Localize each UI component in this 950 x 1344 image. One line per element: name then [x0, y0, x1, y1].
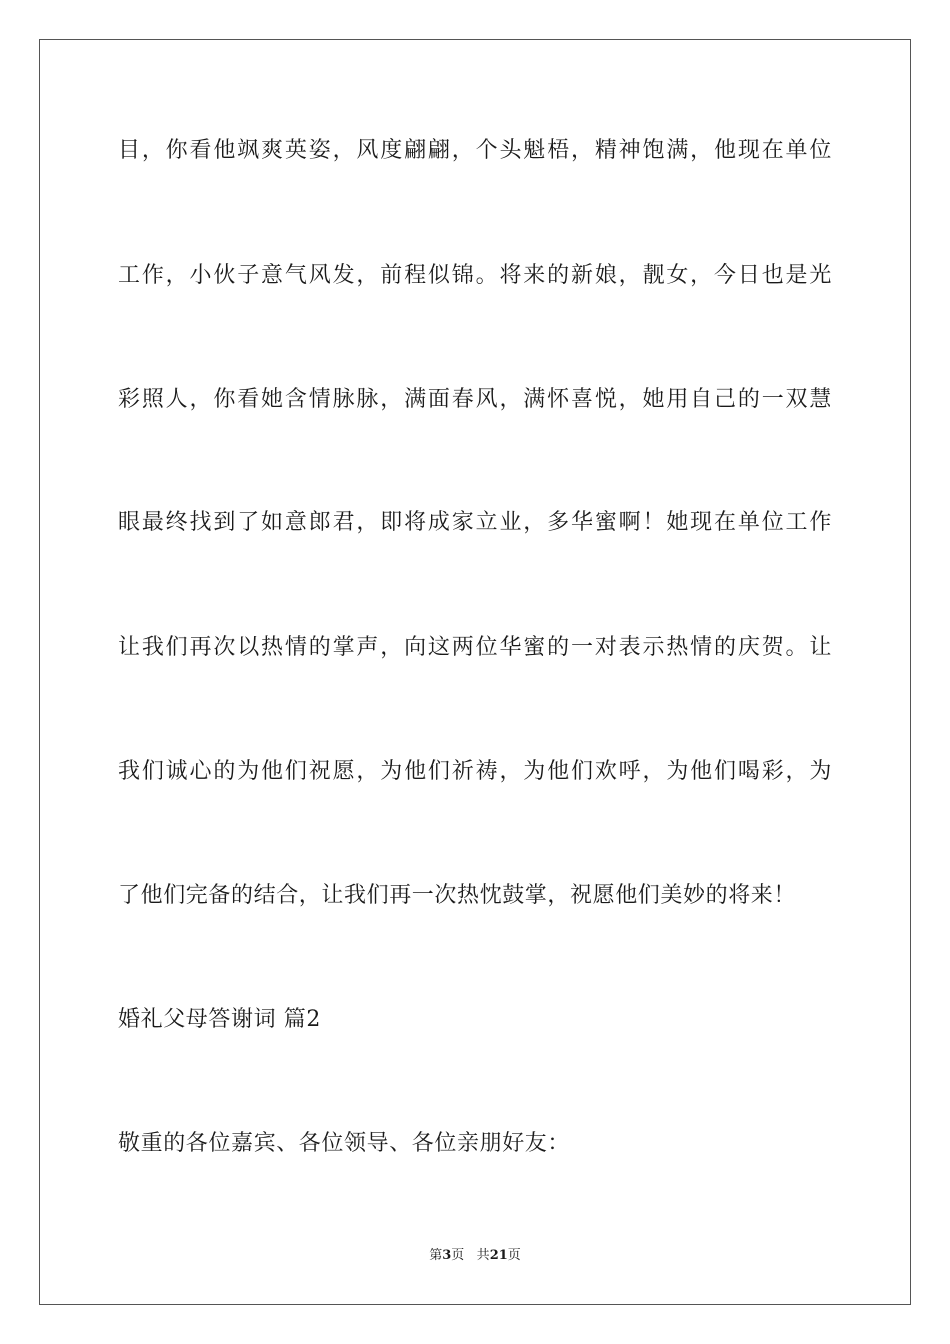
greeting-line: 敬重的各位嘉宾、各位领导、各位亲朋好友：: [118, 1131, 571, 1156]
total-prefix: 共: [476, 1248, 490, 1263]
page-prefix: 第: [429, 1248, 443, 1263]
page-footer: [0, 1247, 950, 1265]
page-suffix: 页: [451, 1248, 465, 1263]
body-line-1: 目，你看他飒爽英姿，风度翩翩，个头魁梧，精神饱满，他现在单位: [118, 138, 832, 163]
body-line-5: 让我们再次以热情的掌声，向这两位华蜜的一对表示热情的庆贺。让: [118, 635, 832, 660]
body-line-7: 了他们完备的结合，让我们再一次热忱鼓掌，祝愿他们美妙的将来！: [118, 883, 797, 908]
body-line-2: 工作，小伙子意气风发，前程似锦。将来的新娘，靓女，今日也是光: [118, 263, 832, 288]
body-line-3: 彩照人，你看她含情脉脉，满面春风，满怀喜悦，她用自己的一双慧: [118, 387, 832, 412]
total-suffix: 页: [507, 1248, 521, 1263]
section-title: 婚礼父母答谢词 篇2: [118, 1007, 321, 1032]
body-line-6: 我们诚心的为他们祝愿，为他们祈祷，为他们欢呼，为他们喝彩，为: [118, 759, 832, 784]
page-number: 3: [442, 1248, 452, 1263]
page-border: [39, 39, 911, 1305]
body-line-4: 眼最终找到了如意郎君，即将成家立业，多华蜜啊！她现在单位工作: [118, 510, 832, 535]
total-pages: 21: [489, 1248, 508, 1263]
